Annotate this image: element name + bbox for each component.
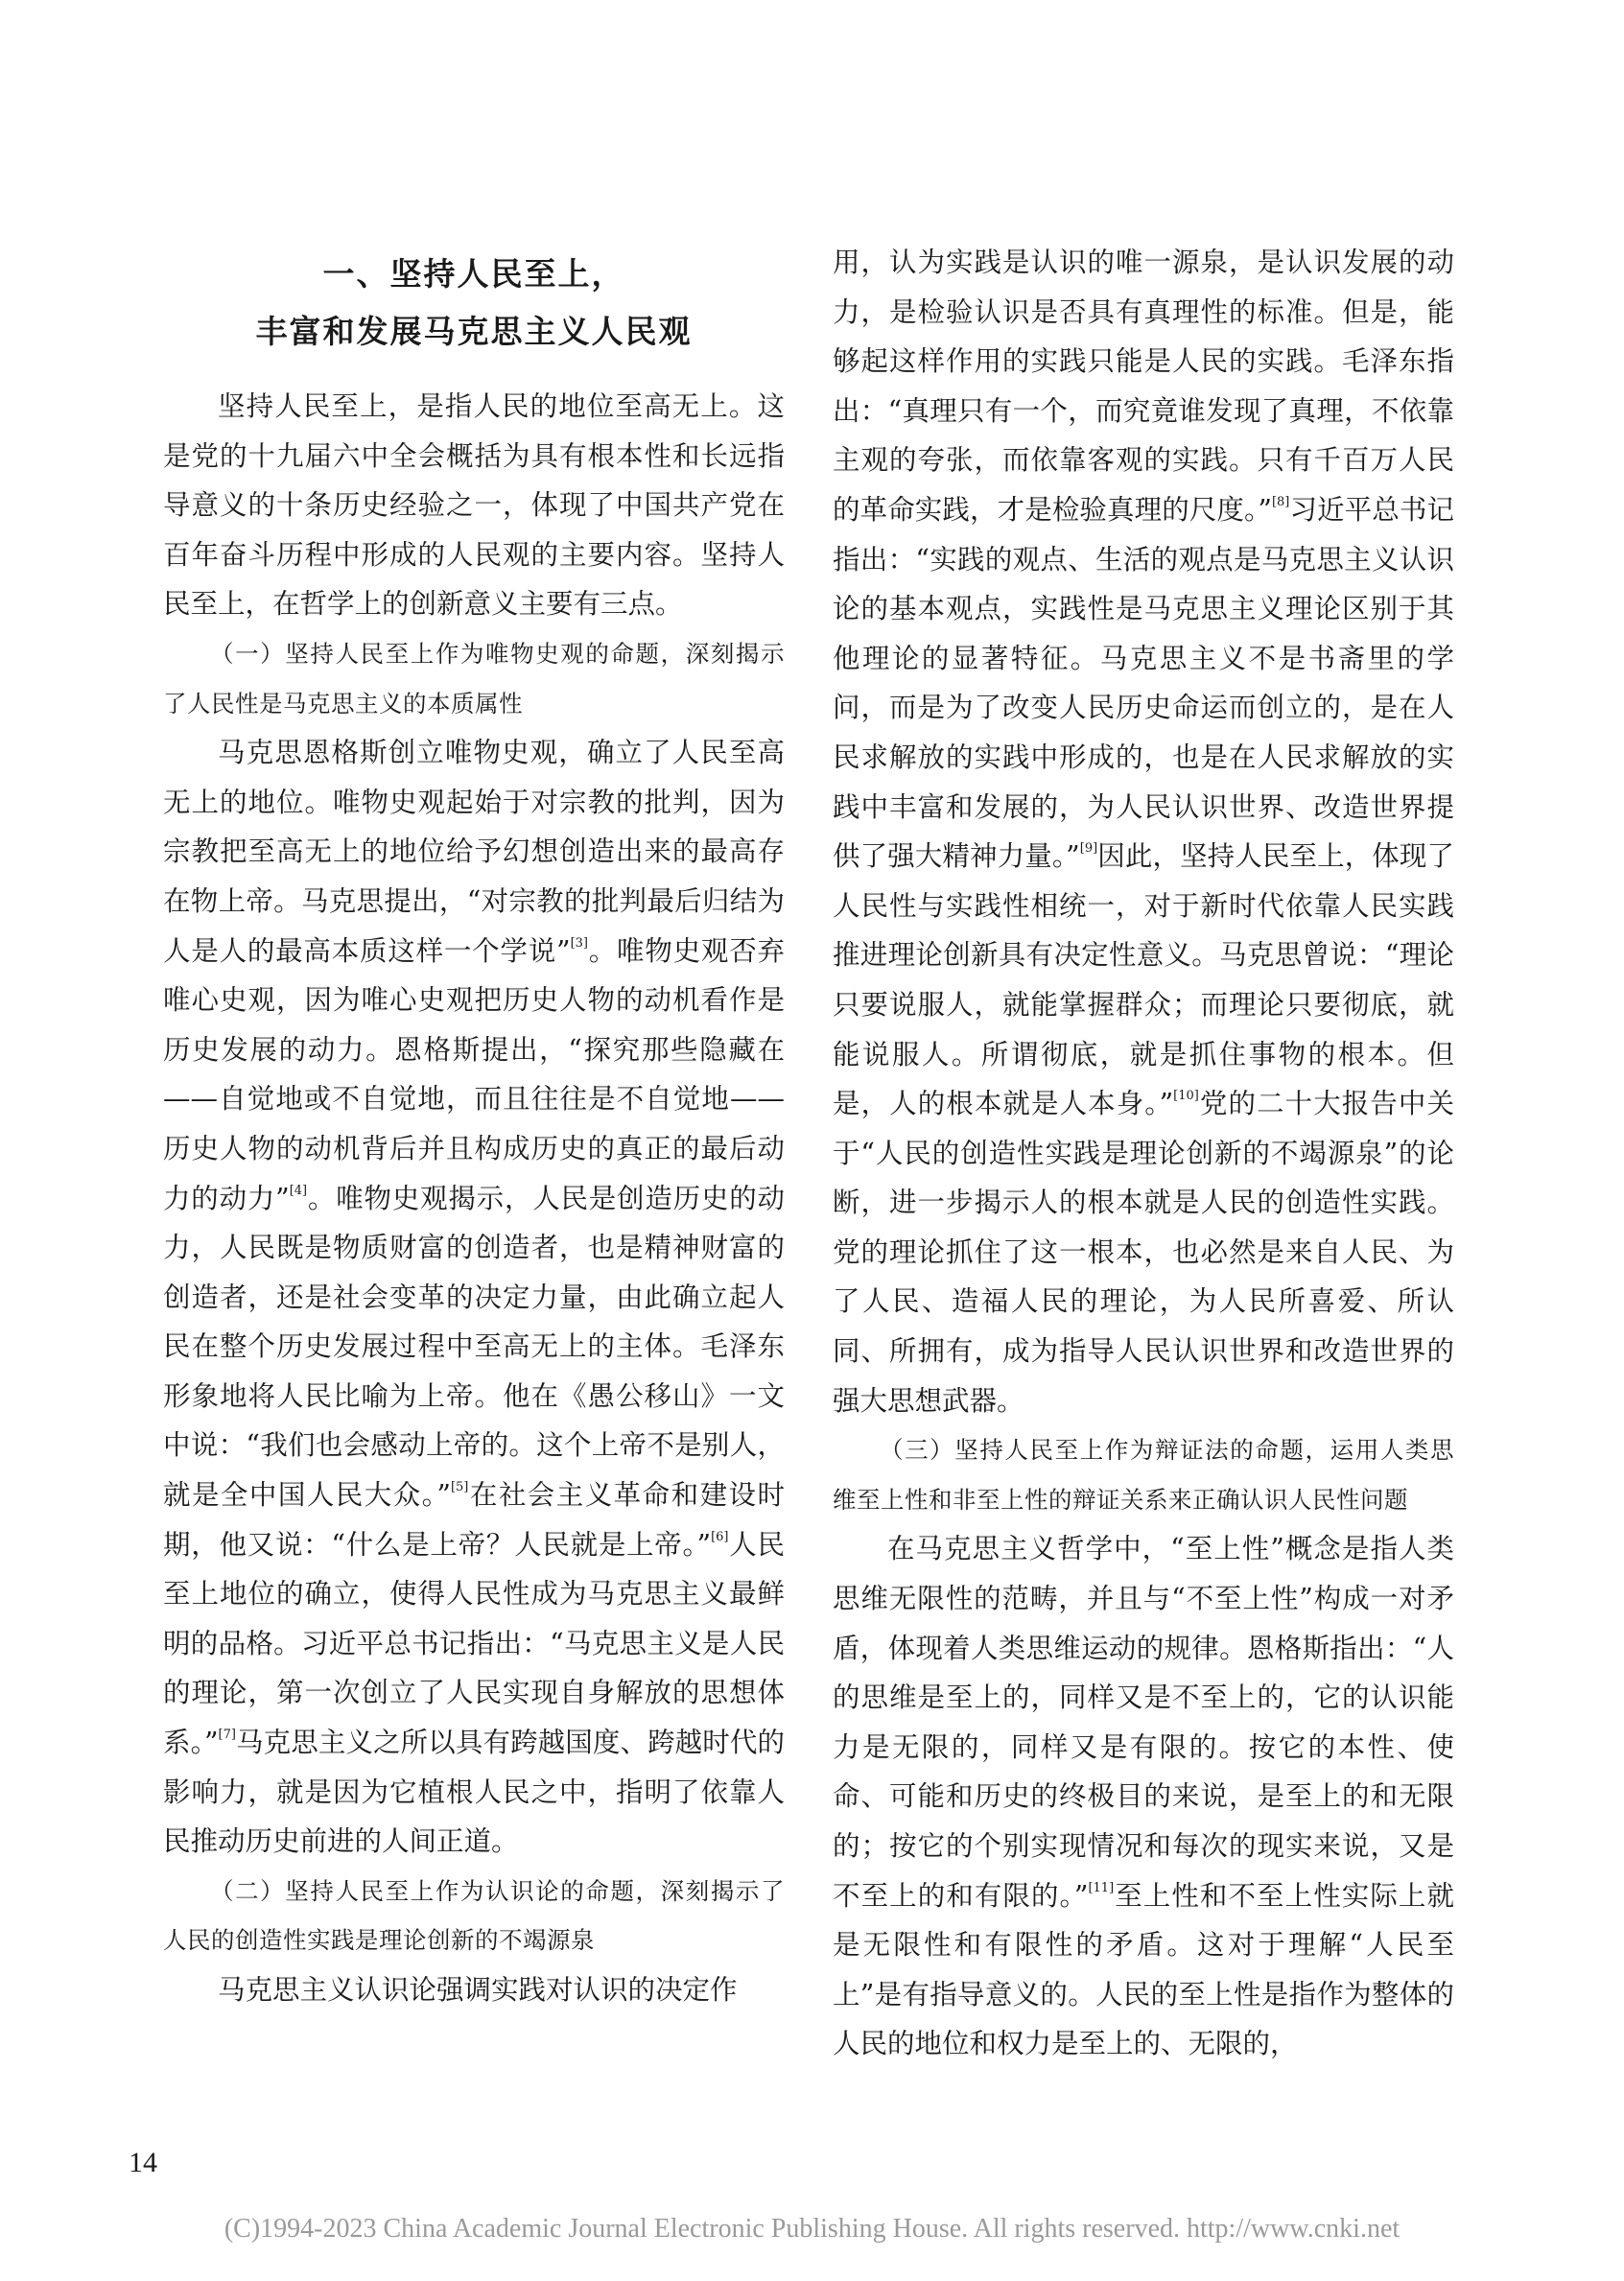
text-segment: 用，认为实践是认识的唯一源泉，是认识发展的动力，是检验认识是否具有真理性的标准。但是，能够起这样作用的实践只能是人民的实践。毛泽东指出：“真理只有一个，而究竟谁发现了真理，不依靠主观的夸张，而依靠客观的实践。只有千百万人民的革命实践，才是检验真理的尺度。”: [833, 247, 1454, 526]
citation-marker: [3]: [570, 935, 588, 951]
text-segment: 人民至上地位的确立，使得人民性成为马克思主义最鲜明的品格。习近平总书记指出：“马克思主义是人民的理论，第一次创立了人民实现自身解放的思想体系。”: [163, 1528, 785, 1759]
paragraph-epistemology-continued: [833, 238, 1454, 1425]
page-number: 14: [129, 2147, 157, 2178]
subheading-1: （一）坚持人民至上作为唯物史观的命题，深刻揭示了人民性是马克思主义的本质属性: [163, 639, 785, 717]
text-segment: 至上性和不至上性实际上就是无限性和有限性的矛盾。这对于理解“人民至上”是有指导意义的。人民的至上性是指作为整体的人民的地位和权力是至上的、无限的，: [833, 1879, 1454, 2060]
citation-marker: [5]: [450, 1480, 469, 1495]
text-segment: 在马克思主义哲学中，“至上性”概念是指人类思维无限性的范畴，并且与“不至上性”构成一对矛盾，体现着人类思维运动的规律。恩格斯指出：“人的思维是至上的，同样又是不至上的，它的认识能力是无限的，同样又是有限的。按它的本性、使命、可能和历史的终极目的来说，是至上的和无限的；按它的个别实现情况和每次的现实来说，又是不至上的和有限的。”: [833, 1533, 1454, 1912]
subheading-2: （二）坚持人民至上作为认识论的命题，深刻揭示了人民的创造性实践是理论创新的不竭源泉: [163, 1876, 785, 1955]
paragraph-epistemology-start: 马克思主义认识论强调实践对认识的决定作: [218, 1974, 738, 2006]
text-segment: 在社会主义革命和建设时期，他又说：“什么是上帝？人民就是上帝。”: [163, 1479, 785, 1561]
subheading-3: （三）坚持人民至上作为辩证法的命题，运用人类思维至上性和非至上性的辩证关系来正确认识人民性问题: [833, 1436, 1454, 1514]
citation-marker: [11]: [1088, 1880, 1115, 1895]
section-heading: [163, 246, 785, 361]
citation-marker: [8]: [1271, 494, 1290, 509]
right-column: [833, 238, 1454, 2069]
text-segment: 。唯物史观揭示，人民是创造历史的动力，人民既是物质财富的创造者，也是精神财富的创造者，还是社会变革的决定力量，由此确立起人民在整个历史发展过程中至高无上的主体。毛泽东形象地将人民比喻为上帝。他在《愚公移山》一文中说：“我们也会感动上帝的。这个上帝不是别人，就是全中国人民大众。”: [163, 1182, 785, 1512]
text-segment: 习近平总书记指出：“实践的观点、生活的观点是马克思主义认识论的基本观点，实践性是马克思主义理论区别于其他理论的显著特征。马克思主义不是书斋里的学问，而是为了改变人民历史命运而创立的，是在人民求解放的实践中形成的，也是在人民求解放的实践中丰富和发展的，为人民认识世界、改造世界提供了强大精神力量。”: [833, 493, 1454, 873]
citation-marker: [7]: [218, 1728, 236, 1743]
paragraph-historical-materialism: [163, 728, 785, 1867]
text-segment: 党的二十大报告中关于“人民的创造性实践是理论创新的不竭源泉”的论断，进一步揭示人的根本就是人民的创造性实践。党的理论抓住了这一根本，也必然是来自人民、为了人民、造福人民的理论，为人民所喜爱、所认同、所拥有，成为指导人民认识世界和改造世界的强大思想武器。: [833, 1088, 1454, 1417]
citation-marker: [10]: [1173, 1089, 1199, 1104]
text-segment: 马克思主义之所以具有跨越国度、跨越时代的影响力，就是因为它植根人民之中，指明了依靠人民推动历史前进的人间正道。: [163, 1727, 785, 1858]
citation-marker: [6]: [711, 1529, 729, 1544]
citation-marker: [4]: [289, 1183, 308, 1198]
paragraph-dialectics: [833, 1524, 1454, 2069]
section-heading-line-2: 丰富和发展马克思主义人民观: [255, 313, 693, 350]
section-heading-line-1: 一、坚持人民至上，: [322, 255, 625, 293]
text-segment: 因此，坚持人民至上，体现了人民性与实践性相统一，对于新时代依靠人民实践推进理论创新具有决定性意义。马克思曾说：“理论只要说服人，就能掌握群众；而理论只要彻底，就能说服人。所谓彻底，就是抓住事物的根本。但是，人的根本就是人本身。”: [833, 840, 1454, 1120]
text-segment: 。唯物史观否弃唯心史观，因为唯心史观把历史人物的动机看作是历史发展的动力。恩格斯提出，“探究那些隐藏在——自觉地或不自觉地，而且往往是不自觉地——历史人物的动机背后并且构成历史的真正的最后动力的动力”: [163, 934, 785, 1214]
intro-paragraph: 坚持人民至上，是指人民的地位至高无上。这是党的十九届六中全会概括为具有根本性和长远指导意义的十条历史经验之一，体现了中国共产党在百年奋斗历程中形成的人民观的主要内容。坚持人民至上，在哲学上的创新意义主要有三点。: [163, 390, 785, 621]
copyright-footer: (C)1994-2023 China Academic Journal Electronic Publishing House. All rights reserved. http://www.cnki.net: [224, 2214, 1400, 2244]
text-segment: 马克思恩格斯创立唯物史观，确立了人民至高无上的地位。唯物史观起始于对宗教的批判，因为宗教把至高无上的地位给予幻想创造出来的最高存在物上帝。马克思提出，“对宗教的批判最后归结为人是人的最高本质这样一个学说”: [163, 737, 785, 967]
left-column: [163, 238, 785, 2015]
citation-marker: [9]: [1079, 841, 1098, 857]
